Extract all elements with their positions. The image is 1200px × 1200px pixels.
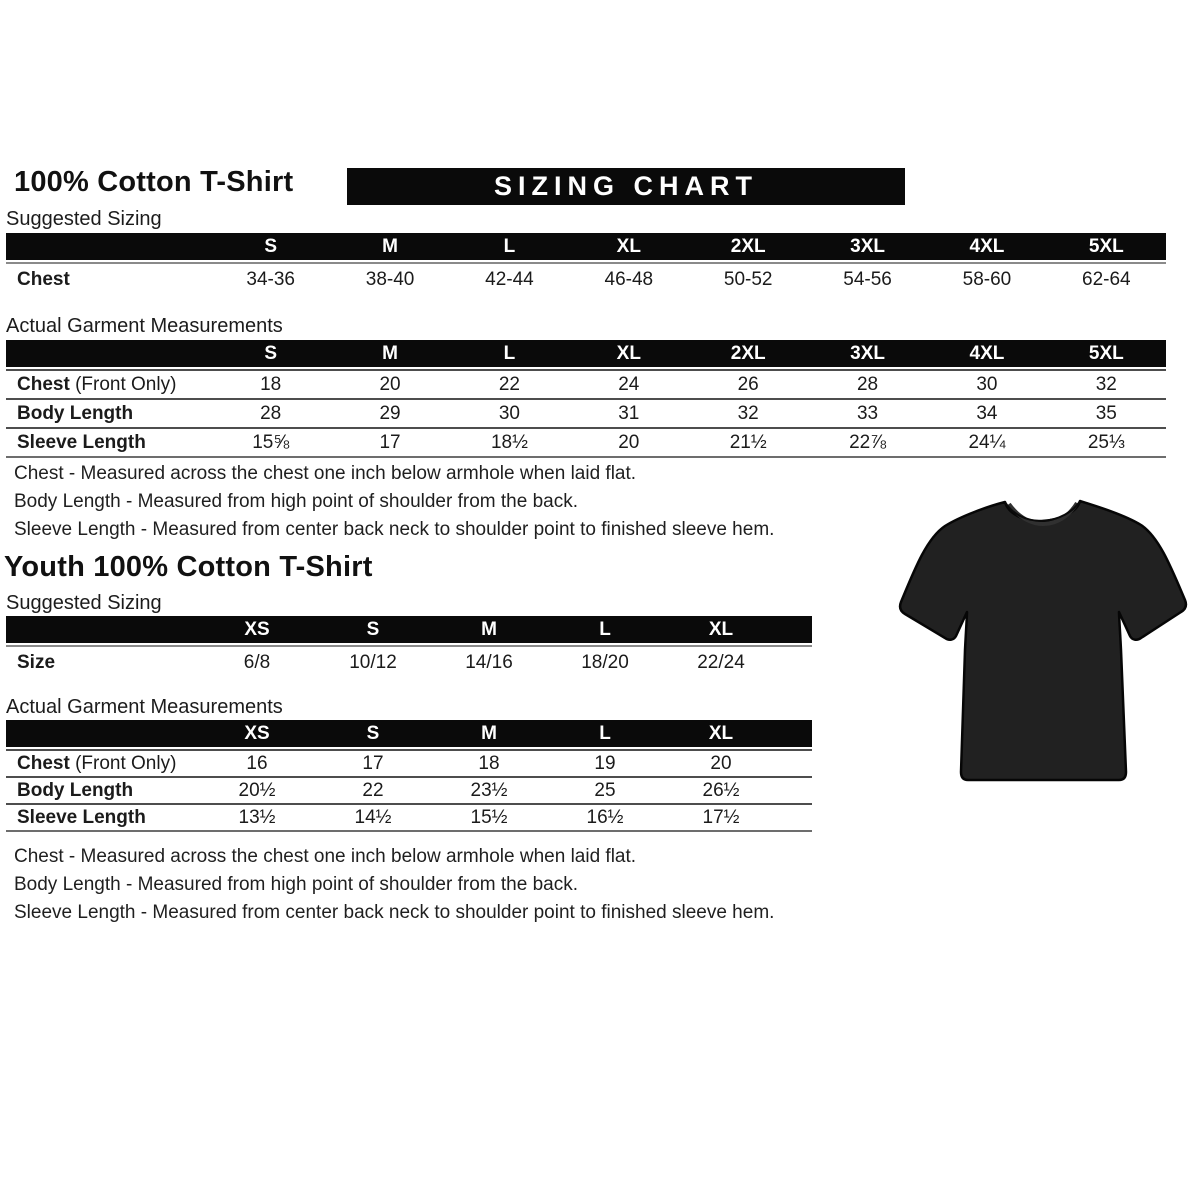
value-cell: 21½ <box>729 431 767 453</box>
row-label: Sleeve Length <box>17 806 146 828</box>
measurement-note: Body Length - Measured from high point of shoulder from the back. <box>14 491 578 512</box>
column-header: S <box>366 618 380 640</box>
value-cell: 42-44 <box>485 268 534 290</box>
column-header: XL <box>708 618 734 640</box>
value-cell: 6/8 <box>243 651 271 673</box>
column-header: 2XL <box>730 342 766 364</box>
row-label: Chest (Front Only) <box>17 373 177 395</box>
column-header: M <box>382 235 398 257</box>
table-row <box>6 803 812 830</box>
value-cell: 32 <box>737 402 759 424</box>
value-cell: 17½ <box>702 806 740 828</box>
youth-measurement-notes <box>14 843 774 927</box>
table-header-row <box>6 616 812 643</box>
table-row <box>6 262 1166 295</box>
value-cell: 32 <box>1095 373 1117 395</box>
column-header: XS <box>244 722 270 744</box>
value-cell: 17 <box>379 431 401 453</box>
value-cell: 30 <box>976 373 998 395</box>
value-cell: 22 <box>362 779 384 801</box>
value-cell: 22 <box>498 373 520 395</box>
column-header: L <box>503 342 516 364</box>
value-cell: 16½ <box>586 806 624 828</box>
column-header: S <box>264 342 278 364</box>
column-header: 3XL <box>850 342 885 364</box>
value-cell: 20½ <box>238 779 276 801</box>
column-header: M <box>481 722 497 744</box>
table-row <box>6 749 812 776</box>
table-header-row <box>6 340 1166 367</box>
measurement-note: Chest - Measured across the chest one inch below armhole when laid flat. <box>14 846 637 867</box>
measurement-note: Chest - Measured across the chest one inch below armhole when laid flat. <box>14 463 637 484</box>
value-cell: 50-52 <box>723 268 773 290</box>
value-cell: 18/20 <box>581 651 629 673</box>
value-cell: 30 <box>498 402 520 424</box>
value-cell: 28 <box>260 402 282 424</box>
column-header: L <box>599 722 611 744</box>
value-cell: 17 <box>362 752 384 774</box>
value-cell: 25 <box>594 779 616 801</box>
column-header: XL <box>616 235 641 257</box>
value-cell: 25⅓ <box>1087 431 1125 453</box>
column-header: 4XL <box>969 235 1005 257</box>
column-header: 3XL <box>850 235 885 257</box>
column-header: 5XL <box>1088 342 1124 364</box>
column-header: M <box>481 618 497 640</box>
row-label: Chest (Front Only) <box>17 752 177 774</box>
measurement-note: Sleeve Length - Measured from center back neck to shoulder point to finished sleeve hem. <box>14 519 775 540</box>
column-header: 2XL <box>730 235 766 257</box>
column-header: XL <box>616 342 641 364</box>
column-header: M <box>382 342 398 364</box>
value-cell: 24¼ <box>968 431 1006 453</box>
value-cell: 18½ <box>490 431 528 453</box>
value-cell: 29 <box>379 402 401 424</box>
sizing-chart-banner: SIZING CHART <box>347 168 905 205</box>
table-header-row <box>6 720 812 747</box>
value-cell: 33 <box>856 402 879 424</box>
value-cell: 22⅞ <box>849 431 887 453</box>
value-cell: 54-56 <box>843 268 892 290</box>
value-cell: 18 <box>260 373 282 395</box>
column-header: S <box>366 722 380 744</box>
table-row <box>6 427 1166 456</box>
youth-actual-measurements-table <box>6 720 812 832</box>
value-cell: 20 <box>618 431 640 453</box>
row-label: Body Length <box>17 402 134 424</box>
adult-suggested-sizing-table <box>6 233 1166 295</box>
youth-suggested-sizing-label: Suggested Sizing <box>6 592 162 614</box>
value-cell: 14/16 <box>465 651 513 673</box>
value-cell: 13½ <box>238 806 276 828</box>
black-tshirt-image <box>892 478 1194 808</box>
value-cell: 18 <box>478 752 500 774</box>
value-cell: 26 <box>737 373 759 395</box>
value-cell: 14½ <box>354 806 392 828</box>
value-cell: 19 <box>594 752 616 774</box>
value-cell: 24 <box>618 373 640 395</box>
row-label: Sleeve Length <box>17 431 146 453</box>
value-cell: 31 <box>618 402 640 424</box>
value-cell: 15½ <box>470 806 508 828</box>
table-row <box>6 398 1166 427</box>
table-row <box>6 369 1166 398</box>
column-header: L <box>599 618 611 640</box>
value-cell: 46-48 <box>604 268 654 290</box>
measurement-note: Sleeve Length - Measured from center back neck to shoulder point to finished sleeve hem. <box>14 902 775 923</box>
value-cell: 20 <box>710 752 732 774</box>
adult-measurement-notes <box>14 460 774 544</box>
column-header: 4XL <box>969 342 1005 364</box>
row-label: Size <box>17 651 56 673</box>
value-cell: 16 <box>246 752 268 774</box>
value-cell: 23½ <box>470 779 508 801</box>
value-cell: 28 <box>856 373 879 395</box>
value-cell: 38-40 <box>365 268 415 290</box>
row-label: Body Length <box>17 779 134 801</box>
value-cell: 22/24 <box>697 651 745 673</box>
tshirt-body-shape <box>900 501 1186 780</box>
value-cell: 10/12 <box>349 651 397 673</box>
youth-suggested-sizing-table <box>6 616 812 678</box>
value-cell: 26½ <box>702 779 740 801</box>
column-header: XL <box>708 722 734 744</box>
value-cell: 58-60 <box>962 268 1012 290</box>
value-cell: 62-64 <box>1082 268 1131 290</box>
value-cell: 35 <box>1095 402 1117 424</box>
column-header: XS <box>244 618 270 640</box>
table-header-row <box>6 233 1166 260</box>
value-cell: 34-36 <box>246 268 295 290</box>
table-row <box>6 645 812 678</box>
adult-section-title: 100% Cotton T-Shirt <box>14 166 294 198</box>
column-header: S <box>264 235 278 257</box>
table-row <box>6 776 812 803</box>
value-cell: 34 <box>976 402 998 424</box>
adult-suggested-sizing-label: Suggested Sizing <box>6 208 162 230</box>
row-label: Chest <box>17 268 70 290</box>
adult-actual-measurements-label: Actual Garment Measurements <box>6 315 283 337</box>
adult-actual-measurements-table <box>6 340 1166 458</box>
column-header: 5XL <box>1088 235 1124 257</box>
value-cell: 20 <box>379 373 401 395</box>
column-header: L <box>503 235 516 257</box>
value-cell: 15⅝ <box>252 431 290 453</box>
youth-actual-measurements-label: Actual Garment Measurements <box>6 696 283 718</box>
measurement-note: Body Length - Measured from high point of shoulder from the back. <box>14 874 578 895</box>
youth-section-title: Youth 100% Cotton T-Shirt <box>4 551 373 583</box>
